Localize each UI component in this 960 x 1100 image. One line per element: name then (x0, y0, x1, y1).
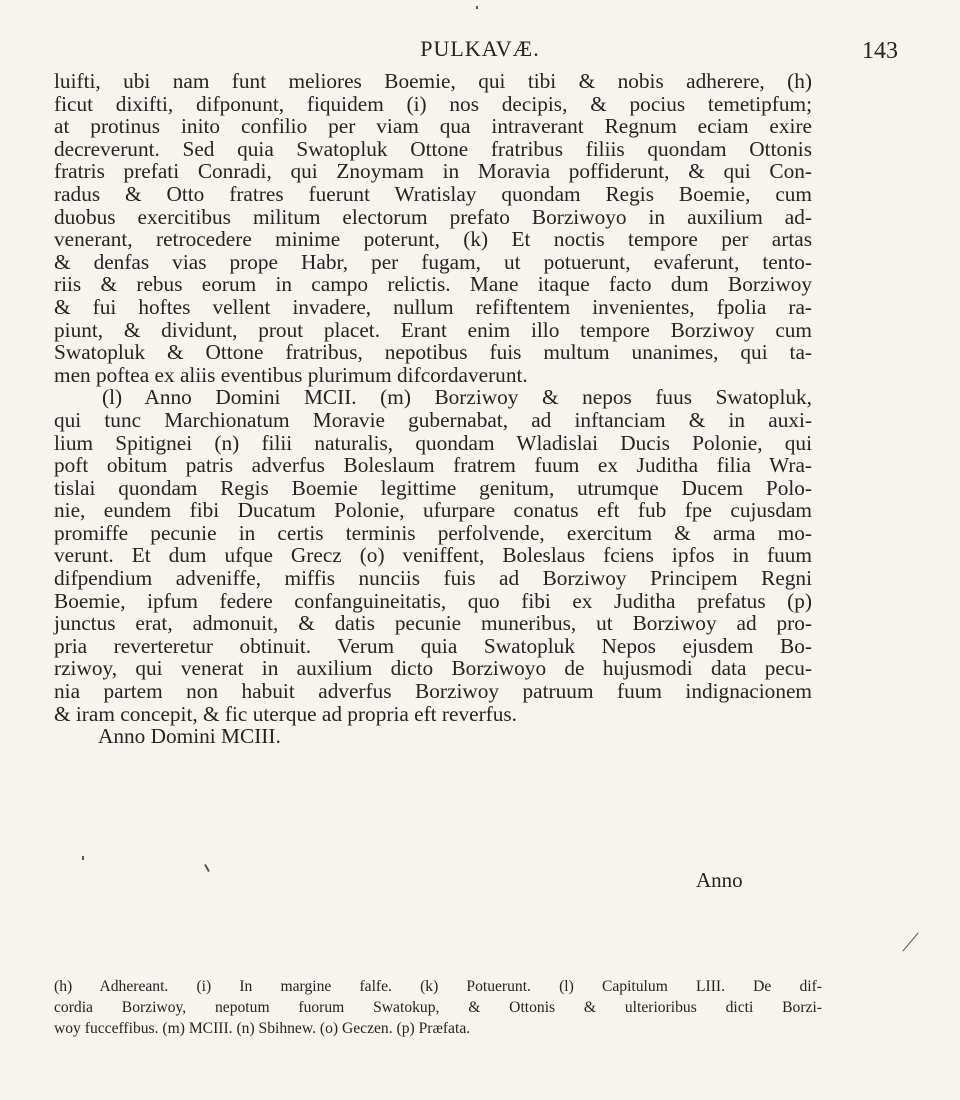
footnotes (54, 976, 822, 1039)
footnote-line: woy fucceffibus. (m) MCIII. (n) Sbihnew. (o) Geczen. (p) Præfata. (54, 1020, 471, 1037)
text-line: ficut dixifti, difponunt, fiquidem (i) nos decipis, & pocius temetipfum; (54, 91, 812, 116)
stray-mark (476, 6, 478, 9)
text-line: (l) Anno Domini MCII. (m) Borziwoy & nepos fuus Swatopluk, (102, 385, 812, 410)
text-line: difpendium adveniffe, miffis nunciis fuis ad Borziwoy Principem Regni (54, 566, 812, 591)
text-line: at protinus inito confilio per viam qua intraverant Regnum eciam exire (54, 114, 812, 139)
text-line: luifti, ubi nam funt meliores Boemie, qui tibi & nobis adherere, (h) (54, 69, 812, 93)
main-text (54, 70, 812, 748)
text-line: men poftea ex aliis eventibus plurimum difcordaverunt. (54, 362, 528, 387)
text-line: decreverunt. Sed quia Swatopluk Ottone fratribus filiis quondam Ottonis (54, 136, 812, 161)
stray-mark (82, 856, 84, 860)
text-line: Anno Domini MCIII. (98, 724, 281, 749)
text-line: nie, eundem fibi Ducatum Polonie, ufurpare conatus eft fub fpe cujusdam (54, 498, 812, 523)
catchword: Anno (696, 868, 743, 892)
text-line: Swatopluk & Ottone fratribus, nepotibus fuis multum unanimes, qui ta- (54, 340, 812, 365)
text-line: promiffe pecunie in certis terminis perfolvende, exercitum & arma mo- (54, 520, 812, 545)
text-line: piunt, & dividunt, prout placet. Erant enim illo tempore Borziwoy cum (54, 317, 812, 342)
text-line: rziwoy, qui venerat in auxilium dicto Borziwoyo de hujusmodi data pecu- (54, 656, 812, 681)
footnote-line: (h) Adhereant. (i) In margine falfe. (k) Potuerunt. (l) Capitulum LIII. De dif- (54, 978, 822, 995)
text-line: & fui hoftes vellent invadere, nullum refiftentem invenientes, fpolia ra- (54, 294, 812, 319)
text-line: tislai quondam Regis Boemie legittime genitum, utrumque Ducem Polo- (54, 475, 812, 500)
stray-mark (204, 864, 210, 872)
running-head: PULKAVÆ. (420, 36, 540, 61)
text-line: lium Spitignei (n) filii naturalis, quondam Wladislai Ducis Polonie, qui (54, 430, 812, 455)
text-line: nia partem non habuit adverfus Borziwoy patruum fuum indignacionem (54, 679, 812, 704)
text-line: radus & Otto fratres fuerunt Wratislay quondam Regis Boemie, cum (54, 181, 812, 206)
text-line: fratris prefati Conradi, qui Znoymam in Moravia poffiderunt, & qui Con- (54, 159, 812, 184)
text-line: qui tunc Marchionatum Moravie gubernabat, ad inftanciam & in auxi- (54, 407, 812, 432)
text-line: pria reverteretur obtinuit. Verum quia Swatopluk Nepos ejusdem Bo- (54, 633, 812, 658)
text-line: junctus erat, admonuit, & datis pecunie muneribus, ut Borziwoy ad pro- (54, 611, 812, 636)
text-line: & denfas vias prope Habr, per fugam, ut potuerunt, evaferunt, tento- (54, 249, 812, 274)
text-line: riis & rebus eorum in campo relictis. Mane itaque facto dum Borziwoy (54, 272, 812, 297)
text-line: poft obitum patris adverfus Boleslaum fratrem fuum ex Juditha filia Wra- (54, 453, 812, 478)
text-line: & iram concepit, & fic uterque ad propria eft reverfus. (54, 701, 518, 726)
text-line: verunt. Et dum ufque Grecz (o) veniffent, Boleslaus fciens ipfos in fuum (54, 543, 812, 568)
footnote-line: cordia Borziwoy, nepotum fuorum Swatokup, & Ottonis & ulterioribus dicti Borzi- (54, 999, 822, 1016)
text-line: duobus exercitibus militum electorum prefato Borziwoyo in auxilium ad- (54, 204, 812, 229)
stray-mark (902, 932, 918, 951)
text-line: Boemie, ipfum federe confanguineitatis, quo fibi ex Juditha prefatus (p) (54, 588, 812, 613)
page-number: 143 (862, 38, 898, 64)
text-line: venerant, retrocedere minime poterunt, (k) Et noctis tempore per artas (54, 227, 812, 252)
